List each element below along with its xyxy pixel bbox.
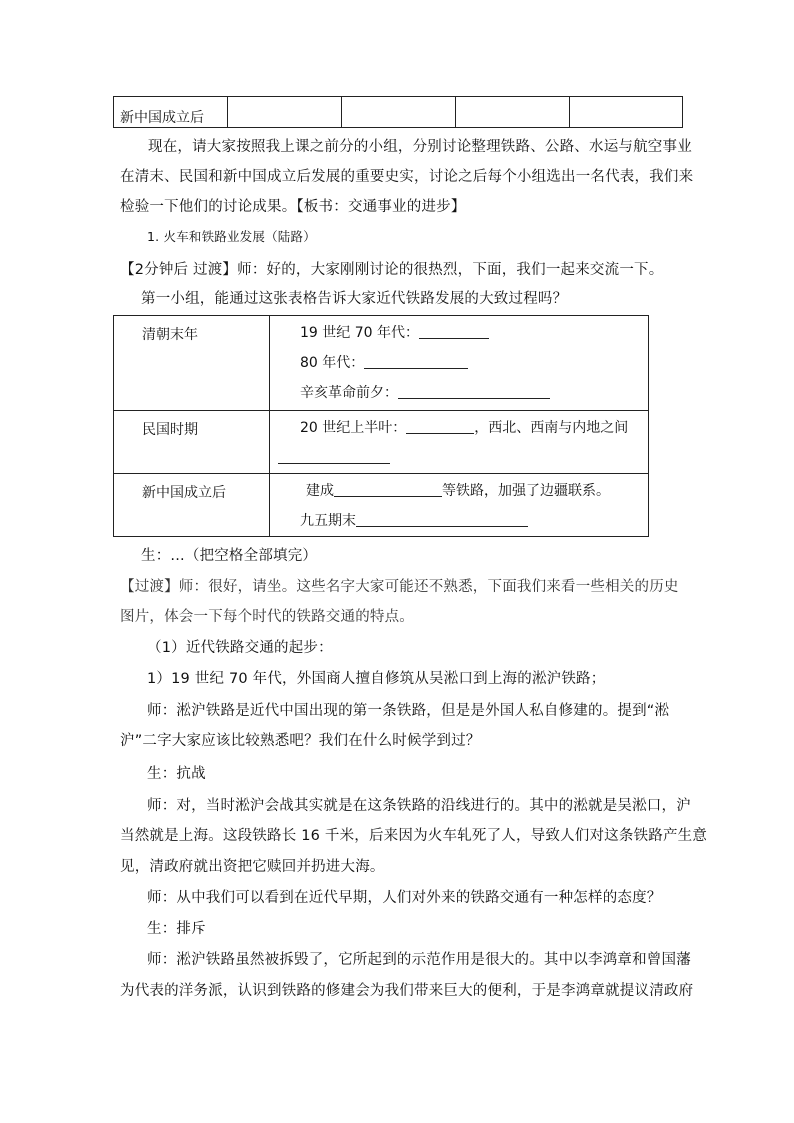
top-summary-table bbox=[113, 96, 683, 128]
period-label-qing: 清朝末年 bbox=[114, 316, 270, 411]
qing-item-80s bbox=[300, 348, 648, 378]
answer-blank bbox=[278, 449, 390, 464]
section-heading: 1. 火车和铁路业发展（陆路） bbox=[147, 229, 316, 244]
table-row bbox=[114, 97, 683, 128]
answer-blank bbox=[356, 512, 528, 527]
teacher2-line-1: 师：对，当时淞沪会战其实就是在这条铁路的沿线进行的。其中的淞就是吴淞口，沪 bbox=[147, 798, 691, 814]
teacher1-line-1: 师：淞沪铁路是近代中国出现的第一条铁路，但是是外国人私自修建的。提到“淞 bbox=[147, 703, 670, 719]
item-suffix: ，西北、西南与内地之间 bbox=[474, 420, 629, 436]
qing-item-xinhai bbox=[300, 378, 648, 408]
table-cell-empty bbox=[570, 97, 683, 128]
prc-item-95 bbox=[300, 506, 648, 536]
prc-details-cell bbox=[270, 474, 649, 537]
point-1: 1）19 世纪 70 年代，外国商人擅自修筑从吴淞口到上海的淞沪铁路； bbox=[147, 671, 606, 687]
transition2-line-1: 【过渡】师：很好，请坐。这些名字大家可能还不熟悉，下面我们来看一些相关的历史 bbox=[120, 579, 679, 595]
intro-line-2: 在清末、民国和新中国成立后发展的重要史实，讨论之后每个小组选出一名代表，我们来 bbox=[120, 169, 694, 185]
item-label: 19 世纪 70 年代： bbox=[300, 325, 419, 341]
table-row bbox=[114, 316, 649, 411]
item-suffix: 等铁路，加强了边疆联系。 bbox=[442, 483, 610, 499]
item-label: 20 世纪上半叶： bbox=[300, 420, 407, 436]
transition2-line-2: 图片，体会一下每个时代的铁路交通的特点。 bbox=[120, 609, 414, 625]
row-label-prc: 新中国成立后 bbox=[114, 97, 228, 128]
table-cell-empty bbox=[228, 97, 342, 128]
student-answer-2: 生：抗战 bbox=[147, 766, 206, 782]
teacher2-line-2: 当然就是上海。这段铁路长 16 千米，后来因为火车轧死了人，导致人们对这条铁路产生意 bbox=[120, 828, 708, 844]
teacher1-line-2: 沪”二字大家应该比较熟悉吧？我们在什么时候学到过？ bbox=[120, 733, 481, 749]
teacher3-line: 师：从中我们可以看到在近代早期，人们对外来的铁路交通有一种怎样的态度？ bbox=[147, 890, 662, 906]
answer-blank bbox=[364, 354, 468, 369]
question-line: 第一小组，能通过这张表格告诉大家近代铁路发展的大致过程吗？ bbox=[141, 291, 568, 307]
minguo-item-cont bbox=[278, 443, 648, 473]
answer-blank bbox=[398, 384, 550, 399]
qing-item-70s bbox=[300, 318, 648, 348]
item-label: 九五期末 bbox=[300, 513, 356, 529]
table-cell-empty bbox=[342, 97, 456, 128]
minguo-details-cell bbox=[270, 411, 649, 474]
answer-blank bbox=[406, 419, 474, 434]
period-label-prc: 新中国成立后 bbox=[114, 474, 270, 537]
prc-item-built bbox=[306, 476, 648, 506]
answer-blank bbox=[334, 482, 442, 497]
transition-line: 【2分钟后 过渡】师：好的，大家刚刚讨论的很热烈，下面，我们一起来交流一下。 bbox=[120, 262, 664, 278]
item-label: 80 年代： bbox=[300, 355, 365, 371]
table-row bbox=[114, 474, 649, 537]
table-row bbox=[114, 411, 649, 474]
teacher2-line-3: 见，清政府就出资把它赎回并扔进大海。 bbox=[120, 859, 385, 875]
teacher4-line-1: 师：淞沪铁路虽然被拆毁了，它所起到的示范作用是很大的。其中以李鸿章和曾国藩 bbox=[147, 952, 691, 968]
item-label: 建成 bbox=[306, 483, 334, 499]
item-label: 辛亥革命前夕： bbox=[300, 385, 398, 401]
student-answer-3: 生：排斥 bbox=[147, 921, 206, 937]
student-answer-1: 生：...（把空格全部填完） bbox=[141, 548, 318, 564]
intro-line-3: 检验一下他们的讨论成果。【板书：交通事业的进步】 bbox=[120, 199, 466, 215]
qing-details-cell bbox=[270, 316, 649, 411]
minguo-item bbox=[300, 413, 648, 443]
teacher4-line-2: 为代表的洋务派，认识到铁路的修建会为我们带来巨大的便利，于是李鸿章就提议清政府 bbox=[120, 983, 694, 999]
table-cell-empty bbox=[456, 97, 570, 128]
subheading: （1）近代铁路交通的起步： bbox=[147, 640, 333, 656]
intro-line-1: 现在，请大家按照我上课之前分的小组，分别讨论整理铁路、公路、水运与航空事业 bbox=[148, 139, 692, 155]
answer-blank bbox=[419, 324, 489, 339]
railway-development-table bbox=[113, 315, 649, 537]
period-label-minguo: 民国时期 bbox=[114, 411, 270, 474]
